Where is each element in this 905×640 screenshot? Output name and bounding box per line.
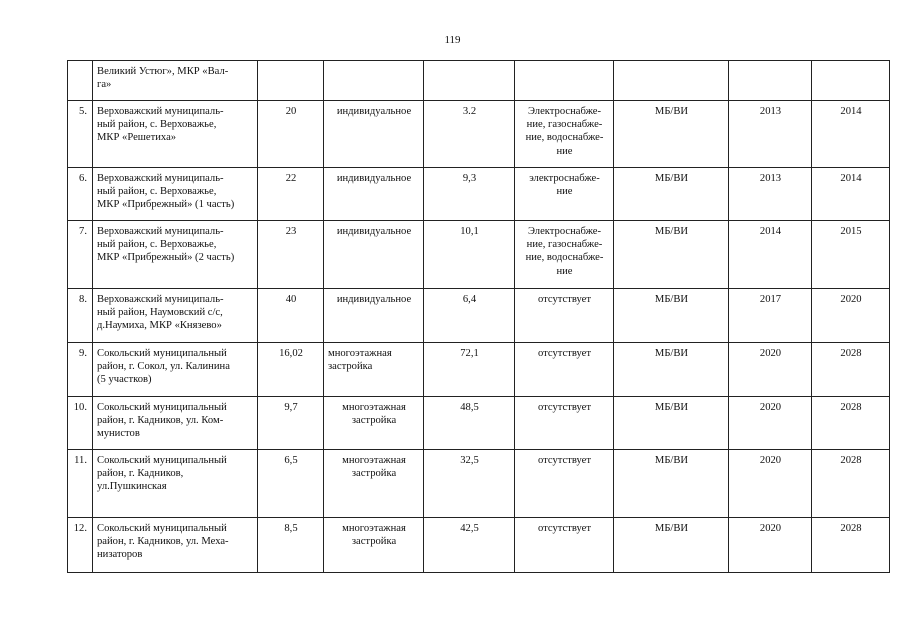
cell-infrastructure: Электроснабже- ние, газоснабже- ние, водоснабже- ние <box>515 101 614 168</box>
cell-area: 16,02 <box>258 343 324 397</box>
cell-type: индивидуальное <box>324 168 424 221</box>
cell-start-year: 2014 <box>729 221 812 289</box>
cell-infrastructure: отсутствует <box>515 397 614 450</box>
table-row <box>68 101 890 168</box>
cell-end-year: 2028 <box>812 397 890 450</box>
cell-num: 9. <box>68 343 93 397</box>
cell-financing: МБ/ВИ <box>614 397 729 450</box>
cell-num: 10. <box>68 397 93 450</box>
cell-infrastructure: отсутствует <box>515 450 614 518</box>
table-row <box>68 289 890 343</box>
cell-type: многоэтажная застройка <box>324 450 424 518</box>
cell-infrastructure: отсутствует <box>515 289 614 343</box>
cell-start-year: 2020 <box>729 518 812 573</box>
cell-financing: МБ/ВИ <box>614 168 729 221</box>
cell-area: 6,5 <box>258 450 324 518</box>
cell-name: Верховажский муниципаль- ный район, с. Верховажье, МКР «Прибрежный» (1 часть) <box>93 168 258 221</box>
table-row <box>68 168 890 221</box>
cell-num <box>68 61 93 101</box>
cell-name: Сокольский муниципальный район, г. Сокол, ул. Калинина (5 участков) <box>93 343 258 397</box>
cell-value: 6,4 <box>424 289 515 343</box>
cell-value: 72,1 <box>424 343 515 397</box>
cell-area: 9,7 <box>258 397 324 450</box>
cell-end-year: 2020 <box>812 289 890 343</box>
cell-financing: МБ/ВИ <box>614 518 729 573</box>
cell-start-year: 2013 <box>729 168 812 221</box>
cell-end-year: 2015 <box>812 221 890 289</box>
cell-name: Сокольский муниципальный район, г. Кадников, ул. Ком- мунистов <box>93 397 258 450</box>
cell-num: 5. <box>68 101 93 168</box>
cell-area: 20 <box>258 101 324 168</box>
table-row <box>68 518 890 573</box>
cell-financing: МБ/ВИ <box>614 289 729 343</box>
table-row <box>68 397 890 450</box>
cell-type: многоэтажная застройка <box>324 518 424 573</box>
cell-infrastructure: отсутствует <box>515 518 614 573</box>
cell-value: 3.2 <box>424 101 515 168</box>
cell-name: Сокольский муниципальный район, г. Кадников, ул. Меха- низаторов <box>93 518 258 573</box>
cell-financing: МБ/ВИ <box>614 343 729 397</box>
cell-end-year: 2028 <box>812 343 890 397</box>
cell-infrastructure: Электроснабже- ние, газоснабже- ние, водоснабже- ние <box>515 221 614 289</box>
cell-name: Верховажский муниципаль- ный район, Наумовский с/с, д.Наумиха, МКР «Князево» <box>93 289 258 343</box>
cell-value: 48,5 <box>424 397 515 450</box>
cell-start-year: 2020 <box>729 343 812 397</box>
cell-value: 32,5 <box>424 450 515 518</box>
table-row <box>68 221 890 289</box>
cell-type: индивидуальное <box>324 289 424 343</box>
cell-num: 8. <box>68 289 93 343</box>
cell-type: индивидуальное <box>324 101 424 168</box>
cell-infrastructure: электроснабже- ние <box>515 168 614 221</box>
cell-area: 8,5 <box>258 518 324 573</box>
cell-num: 12. <box>68 518 93 573</box>
land-plots-table <box>67 60 890 573</box>
cell-type: многоэтажная застройка <box>324 343 424 397</box>
cell-infrastructure: отсутствует <box>515 343 614 397</box>
cell-end-year: 2028 <box>812 450 890 518</box>
cell-end-year: 2028 <box>812 518 890 573</box>
cell-area: 40 <box>258 289 324 343</box>
cell-financing: МБ/ВИ <box>614 221 729 289</box>
cell-area: 22 <box>258 168 324 221</box>
cell-value: 42,5 <box>424 518 515 573</box>
cell-num: 11. <box>68 450 93 518</box>
cell-start-year: 2017 <box>729 289 812 343</box>
cell-financing: МБ/ВИ <box>614 101 729 168</box>
cell-end-year: 2014 <box>812 101 890 168</box>
cell-num: 6. <box>68 168 93 221</box>
cell-end-year: 2014 <box>812 168 890 221</box>
cell-value: 9,3 <box>424 168 515 221</box>
table-row-continuation <box>68 61 890 101</box>
cell-num: 7. <box>68 221 93 289</box>
cell-start-year: 2013 <box>729 101 812 168</box>
table-row <box>68 450 890 518</box>
cell-area: 23 <box>258 221 324 289</box>
cell-type: индивидуальное <box>324 221 424 289</box>
cell-name: Верховажский муниципаль- ный район, с. Верховажье, МКР «Решетиха» <box>93 101 258 168</box>
cell-name: Верховажский муниципаль- ный район, с. Верховажье, МКР «Прибрежный» (2 часть) <box>93 221 258 289</box>
page-number: 119 <box>444 34 461 46</box>
cell-start-year: 2020 <box>729 397 812 450</box>
table-row <box>68 343 890 397</box>
cell-financing: МБ/ВИ <box>614 450 729 518</box>
cell-type: многоэтажная застройка <box>324 397 424 450</box>
cell-name: Сокольский муниципальный район, г. Кадников, ул.Пушкинская <box>93 450 258 518</box>
cell-start-year: 2020 <box>729 450 812 518</box>
cell-value: 10,1 <box>424 221 515 289</box>
cell-name: Великий Устюг», МКР «Вал- га» <box>93 61 258 101</box>
